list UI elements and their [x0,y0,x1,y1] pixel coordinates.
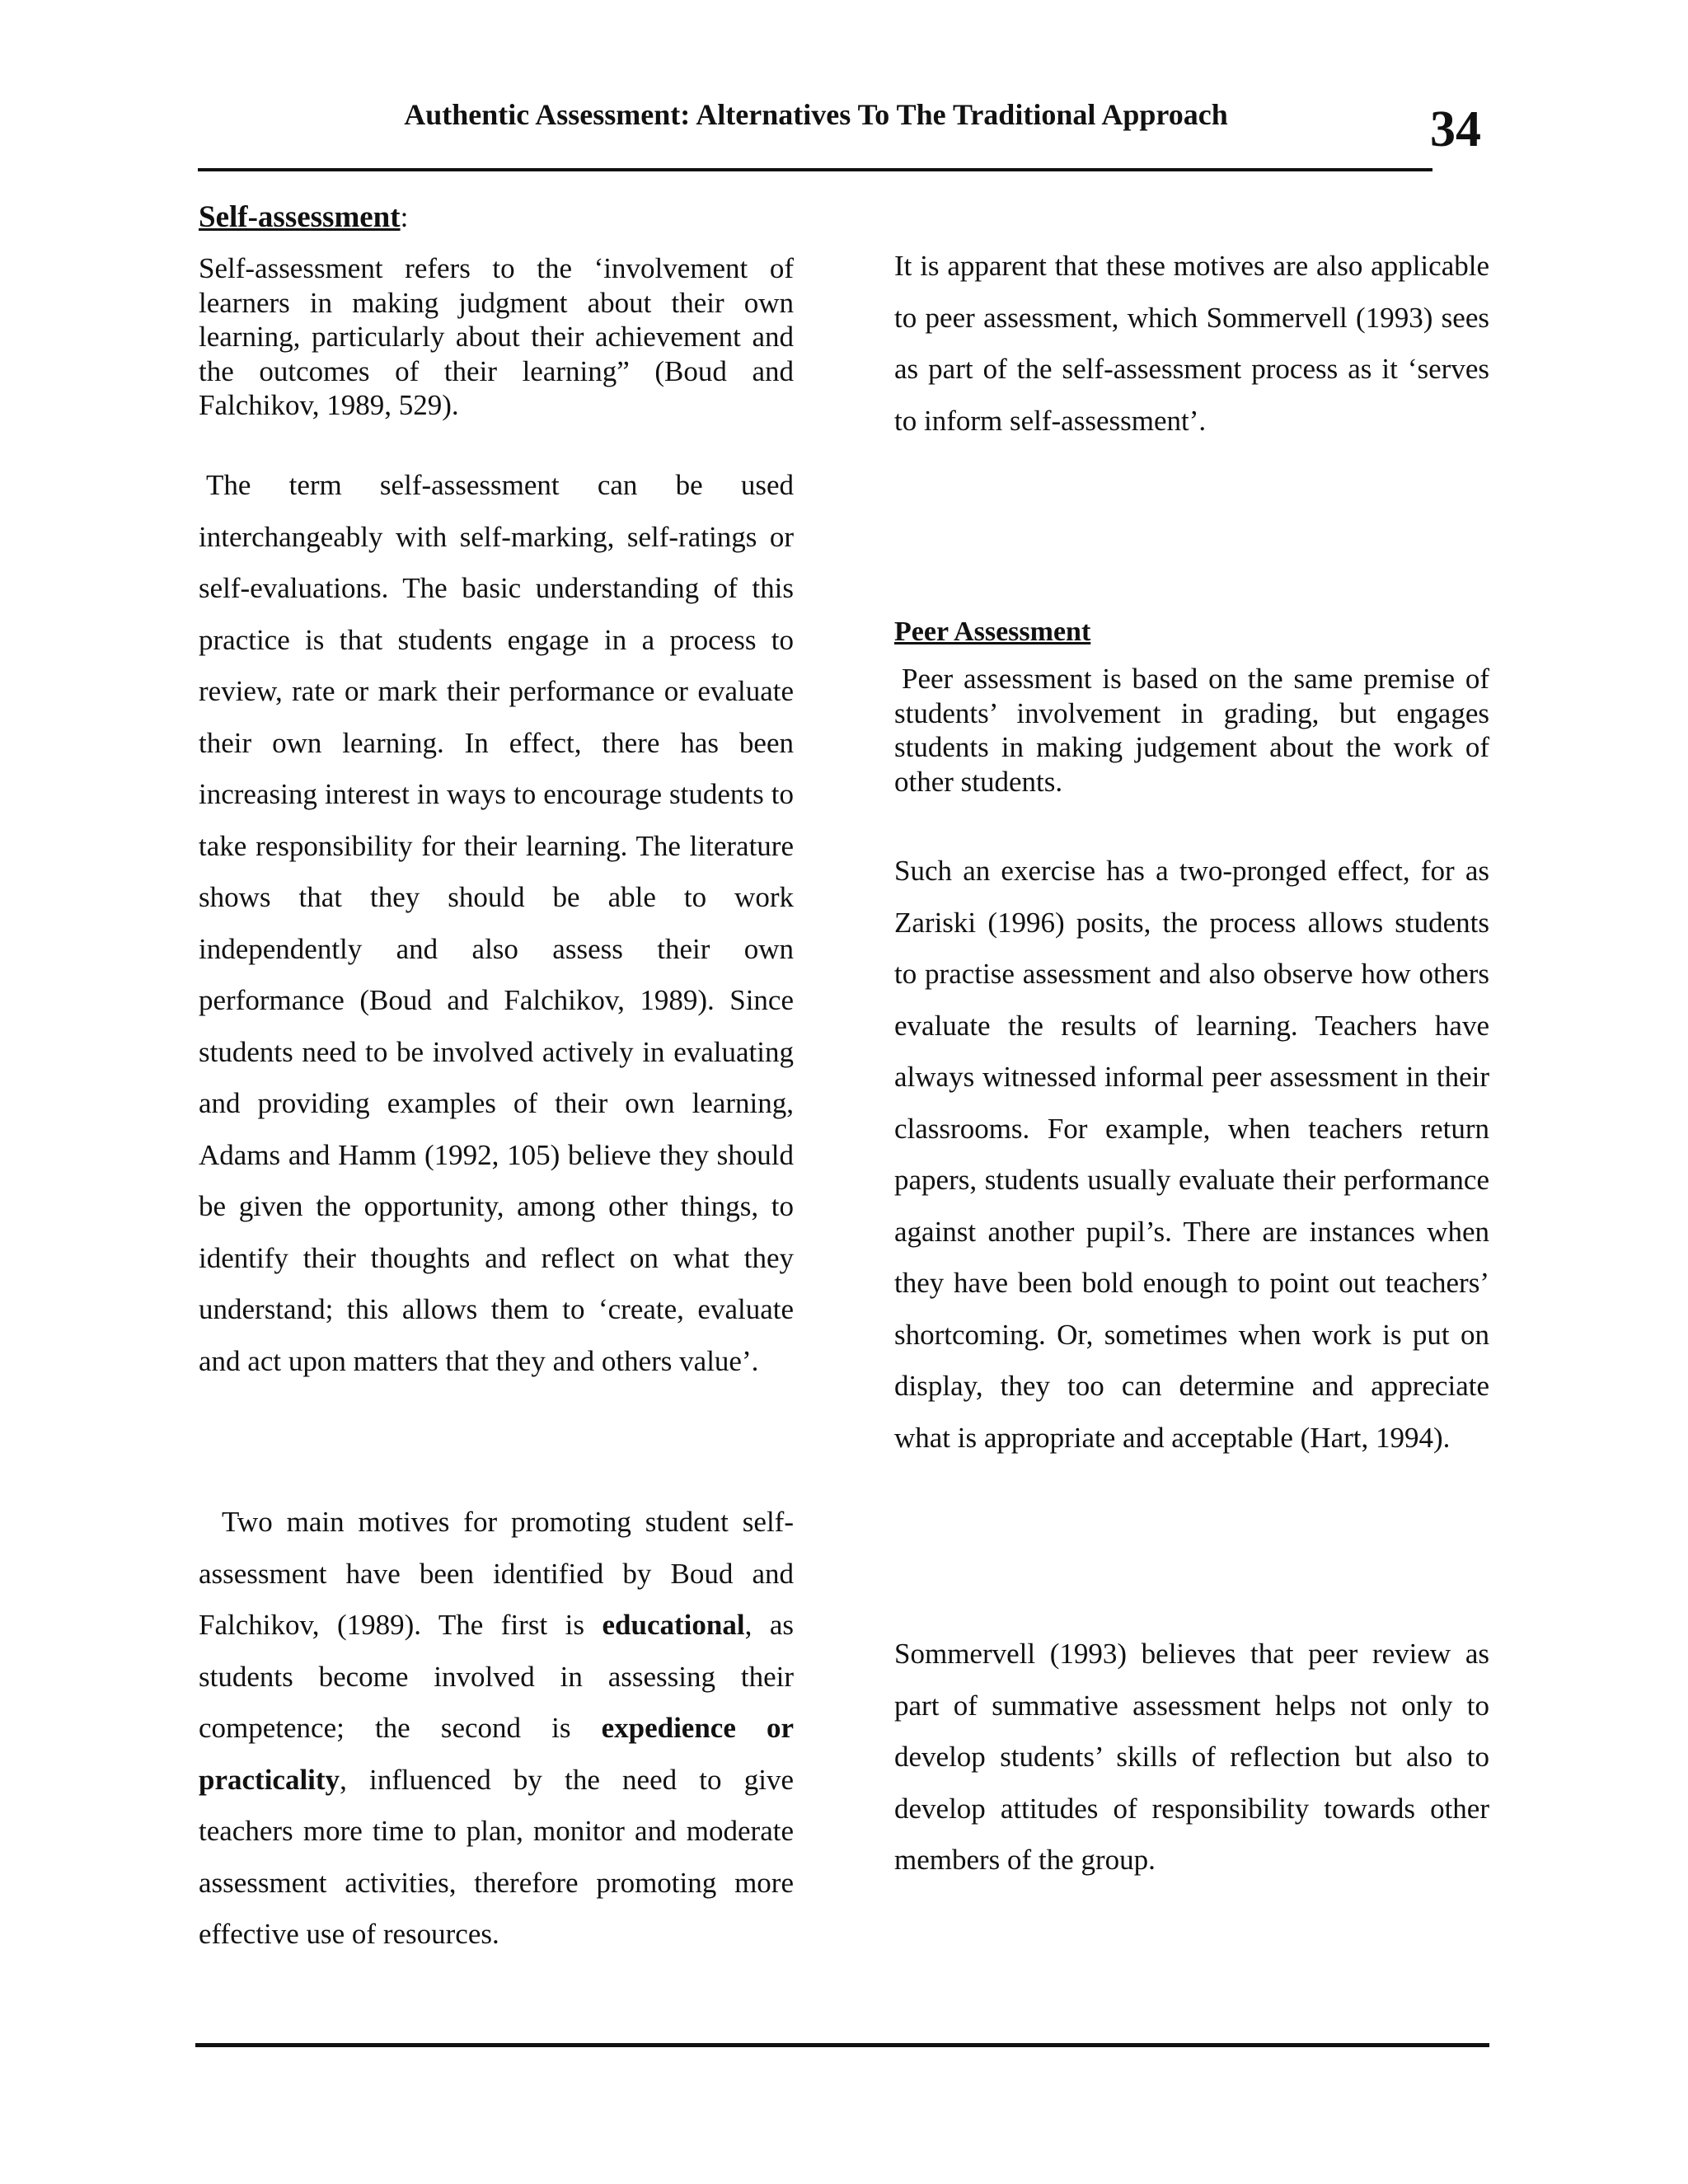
right-paragraph-4 [894,1629,1489,1886]
heading-colon: : [400,201,409,233]
paragraph-text: Such an exercise has a two-pronged effect, for as Zariski (1996) posits, the process allows students to practise assessment and also observe how others evaluate the results of learning. Teachers have always witnessed informal peer assessment in their classrooms. For example, when teachers return papers, students usually evaluate their performance against another pupil’s. There are instances when they have been bold enough to point out teachers’ shortcoming. Or, sometimes when work is put on display, they too can determine and appreciate what is appropriate and acceptable (Hart, 1994). [894,855,1489,1454]
paragraph-text: Self-assessment refers to the ‘involvement of learners in making judgment about their own learning, particularly about their achievement and the outcomes of their learning” (Boud and Falchikov, 1989, 529). [199,252,794,421]
footer-rule [195,2043,1489,2047]
text-run: , as students become involved in assessing their competence; the second is [199,1609,794,1744]
peer-assessment-heading [894,615,1489,648]
right-paragraph-1 [894,241,1489,447]
bold-term-expedience: expedience or practicality [199,1712,795,1796]
paragraph-text: Sommervell (1993) believes that peer review as part of summative assessment helps not only to develop students’ skills of reflection but also to develop attitudes of responsibility towards other members of the group. [894,1638,1489,1876]
text-run: , influenced by the need to give teachers more time to plan, monitor and moderate assessment activities, therefore promoting more effective use of resources. [199,1763,794,1950]
right-paragraph-3 [894,846,1489,1464]
paragraph-text: Peer assessment is based on the same premise of students’ involvement in grading, but engages students in making judgement about the work of other students. [894,663,1489,798]
left-paragraph-2 [199,460,794,1387]
paragraph-text: The term self-assessment can be used interchangeably with self-marking, self-ratings or self-evaluations. The basic understanding of this practice is that students engage in a process to review, rate or mark their performance or evaluate their own learning. In effect, there has been increasing interest in ways to encourage students to take responsibility for their learning. The literature shows that they should be able to work independently and also assess their own performance (Boud and Falchikov, 1989). Since students need to be involved actively in evaluating and providing examples of their own learning, Adams and Hamm (1992, 105) believe they should be given the opportunity, among other things, to identify their thoughts and reflect on what they understand; this allows them to ‘create, evaluate and act upon matters that they and others value’. [199,469,794,1377]
paragraph-text [199,1497,794,1961]
text-run: Two main motives for promoting student self-assessment have been identified by Boud and Falchikov, (1989). The first is [199,1506,794,1641]
section-heading: Peer Assessment [894,616,1091,647]
page-number: 34 [1430,101,1481,157]
header-rule [198,168,1432,171]
section-heading: Self-assessment [199,200,401,234]
bold-term-educational: educational [602,1609,745,1641]
left-paragraph-3 [199,1497,794,1961]
self-assessment-heading [199,199,794,235]
running-header: Authentic Assessment: Alternatives To The Traditional Approach [404,98,1228,131]
left-paragraph-1 [199,251,794,423]
paragraph-text: It is apparent that these motives are also applicable to peer assessment, which Sommervell (1993) sees as part of the self-assessment process as it ‘serves to inform self-assessment’. [894,250,1489,437]
right-paragraph-2 [894,662,1489,799]
